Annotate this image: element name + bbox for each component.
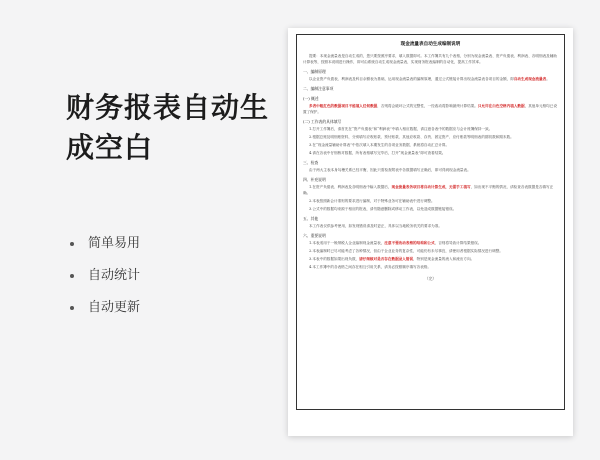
feature-label: 简单易用 [88, 236, 141, 251]
document-intro: 提要：本现金流量表是自动生成的，您只要按照序要求，填入数据即可。本工作簿共有九个表格，分别为现金流量表、资产负债表、利润表、各明细表及辅助计算表等，按照本说明进行操作，即可由系统自动生成现金流量表，实现财务报表编制的自动化，提高工作效率。 [303, 54, 557, 64]
bullet-dot-icon [70, 274, 74, 278]
section-paragraph: 1.本表适用于一般纳税人企业编制现金流量表，注意不要改动表格的结构和公式，否则将导致计算结果错误。 [309, 241, 482, 245]
section-paragraph: 3.本表中的数据如果出现负数，请仔细核对是否存在数据录入错误，特别是现金流量的流入和流出方向。 [309, 257, 475, 261]
section-paragraph: 2.根据总账及明细账资料，分别填写应收账款、预付账款、其他应收款、存货、固定资产、应付账款等明细表的期初数和期末数。 [309, 135, 514, 139]
section-paragraph: 由于两大主表本身勾稽关系已经平衡，因此只需检查附表中各数据填写正确后，即可得到现金流量表。 [309, 168, 471, 172]
section-heading: 四、补充说明 [303, 177, 326, 182]
document-title: 现金流量表自动生成编制说明 [400, 42, 461, 47]
feature-label: 自动统计 [88, 268, 141, 283]
section-paragraph: 4.请在各表中仔细核对数据，所有表格填写完毕后，打开“现金流量表”即可查看结果。 [309, 151, 446, 155]
section-paragraph: 1.在资产负债表、利润表及各明细表中输入数据后，现金流量表各项目将自动计算生成，无需手工填写，如出现不平衡的情况，请检查各表数据是否填写正确。 [303, 185, 554, 195]
section-paragraph: 多表中粗红色的数据项目不能填入任何数据，否则将会破坏公式的完整性，一经改动将影响最终计算结果。只允许在白色空格内填入数据，其他单元格均已设置了保护。 [303, 104, 557, 114]
emphasis-text: 只允许在白色空格内填入数据 [477, 104, 525, 108]
section-paragraph: 4.本工作簿中的各表格之间存在相互引用关系，请务必按照顺序填写各表格。 [309, 265, 432, 269]
emphasis-text: 自动生成现金流量表 [513, 77, 547, 81]
section-heading: 五、其他 [303, 216, 319, 221]
section-paragraph: 3.在“现金流量辅助计算表”中依次填入本期发生的各项业务数据，系统将自动汇总计算。 [309, 143, 450, 147]
document-preview [288, 28, 573, 436]
document-frame [296, 34, 565, 410]
section-paragraph: 2.本表按照新会计准则的要求进行编制，对于特殊业务可在辅助表中进行调整。 [309, 199, 435, 203]
section-heading: 六、重要说明 [303, 233, 326, 238]
bullet-dot-icon [70, 242, 74, 246]
section-paragraph: 以企业资产负债表、利润表及科目余额表为基础，运用现金流量表的编制原理，通过公式链接计算出现金流量表各项目的金额，即自动生成现金流量表。 [309, 77, 550, 81]
feature-label: 自动更新 [88, 300, 141, 315]
subsection-heading: (一) 概述 [303, 96, 319, 101]
feature-item [70, 292, 140, 324]
section-heading: 一、编制原理 [303, 69, 326, 74]
emphasis-text: 注意不要改动表格的结构和公式 [384, 241, 435, 245]
emphasis-text: 现金流量表各项目将自动计算生成，无需手工填写 [391, 185, 471, 189]
feature-item [70, 228, 140, 260]
slide-text-panel [0, 0, 280, 460]
section-paragraph: 1.打开工作簿后，请首先在“资产负债表”和“利润表”中填入相应数据，请注意各表中的数据应与会计账簿保持一致。 [309, 127, 493, 131]
subsection-heading: (二) 工作表的具体填写 [303, 119, 342, 124]
slide-headline: 财务报表自动生成空白 [66, 91, 270, 164]
section-heading: 三、检查 [303, 160, 319, 165]
feature-item [70, 260, 140, 292]
feature-list [70, 228, 140, 324]
bullet-dot-icon [70, 306, 74, 310]
section-paragraph: 3.公式中的数据均来源于相应的报表，请勿随意删除或移动工作表，以免造成数据链接错误。 [309, 207, 457, 211]
document-end-mark: （完） [424, 276, 437, 281]
emphasis-text: 多表中粗红色的数据项目不能填入任何数据 [309, 104, 378, 108]
section-paragraph: 2.本表编制时已尽可能考虑了各种情况，但由于企业业务的复杂性，可能仍有未尽事宜，请使用者根据实际情况进行调整。 [309, 249, 503, 253]
section-paragraph: 本工作表仅供参考使用，如发现错误请及时更正，具体以当地税务机关的要求为准。 [309, 224, 442, 228]
emphasis-text: 请仔细核对是否存在数据录入错误 [359, 257, 414, 261]
section-heading: 二、编制注意事项 [303, 86, 334, 91]
